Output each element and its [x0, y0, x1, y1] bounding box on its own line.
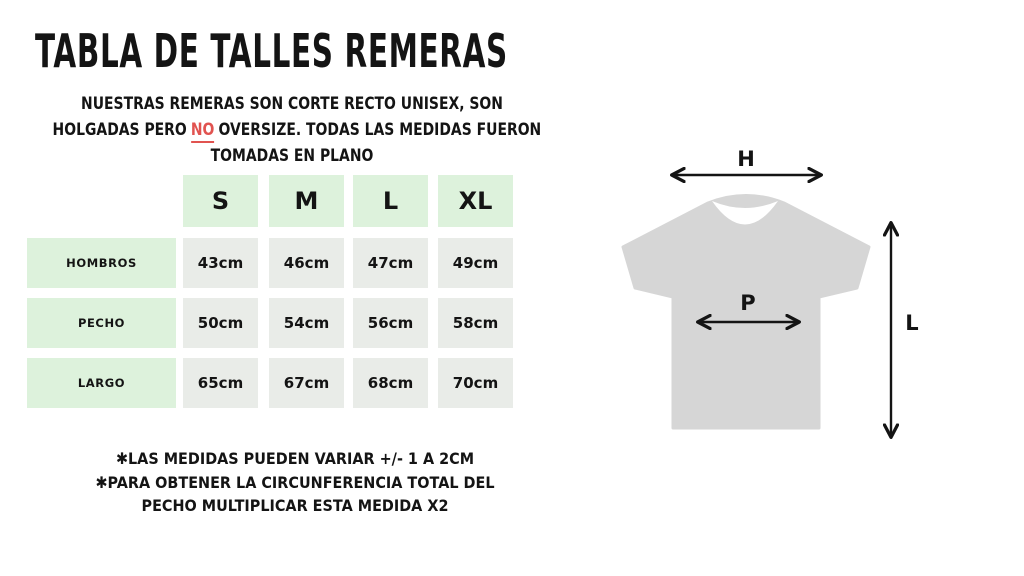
- cell-largo-xl: 70cm: [438, 358, 513, 408]
- cell-hombros-xl: 49cm: [438, 238, 513, 288]
- length-label: L: [905, 311, 919, 335]
- column-header-s: S: [183, 175, 258, 227]
- page-title: TABLA DE TALLES REMERAS: [35, 24, 508, 78]
- row-label-hombros: HOMBROS: [27, 238, 176, 288]
- note-line-2: ✱PARA OBTENER LA CIRCUNFERENCIA TOTAL DEL: [95, 472, 495, 492]
- cell-pecho-s: 50cm: [183, 298, 258, 348]
- no-emphasis: NO: [191, 120, 215, 143]
- note-line-3: PECHO MULTIPLICAR ESTA MEDIDA X2: [141, 496, 449, 515]
- cell-pecho-l: 56cm: [353, 298, 428, 348]
- tshirt-diagram: [600, 130, 1024, 460]
- chest-width-label: P: [740, 291, 756, 315]
- footnotes: [93, 447, 498, 518]
- note-line-1: ✱LAS MEDIDAS PUEDEN VARIAR +/- 1 A 2CM: [115, 449, 475, 468]
- cell-pecho-m: 54cm: [269, 298, 344, 348]
- cell-largo-s: 65cm: [183, 358, 258, 408]
- column-header-xl: XL: [438, 175, 513, 227]
- intro-line-3: TOMADAS EN PLANO: [210, 146, 374, 166]
- cell-pecho-xl: 58cm: [438, 298, 513, 348]
- shoulder-width-label: H: [737, 147, 755, 171]
- cell-largo-l: 68cm: [353, 358, 428, 408]
- column-header-m: M: [269, 175, 344, 227]
- intro-line-1: NUESTRAS REMERAS SON CORTE RECTO UNISEX, SON: [81, 94, 503, 114]
- cell-largo-m: 67cm: [269, 358, 344, 408]
- cell-hombros-s: 43cm: [183, 238, 258, 288]
- cell-hombros-l: 47cm: [353, 238, 428, 288]
- row-label-pecho: PECHO: [27, 298, 176, 348]
- intro-line-2-before: HOLGADAS PERO: [52, 120, 187, 140]
- intro-line-2-after: OVERSIZE. TODAS LAS MEDIDAS FUERON: [218, 120, 542, 140]
- cell-hombros-m: 46cm: [269, 238, 344, 288]
- row-label-largo: LARGO: [27, 358, 176, 408]
- column-header-l: L: [353, 175, 428, 227]
